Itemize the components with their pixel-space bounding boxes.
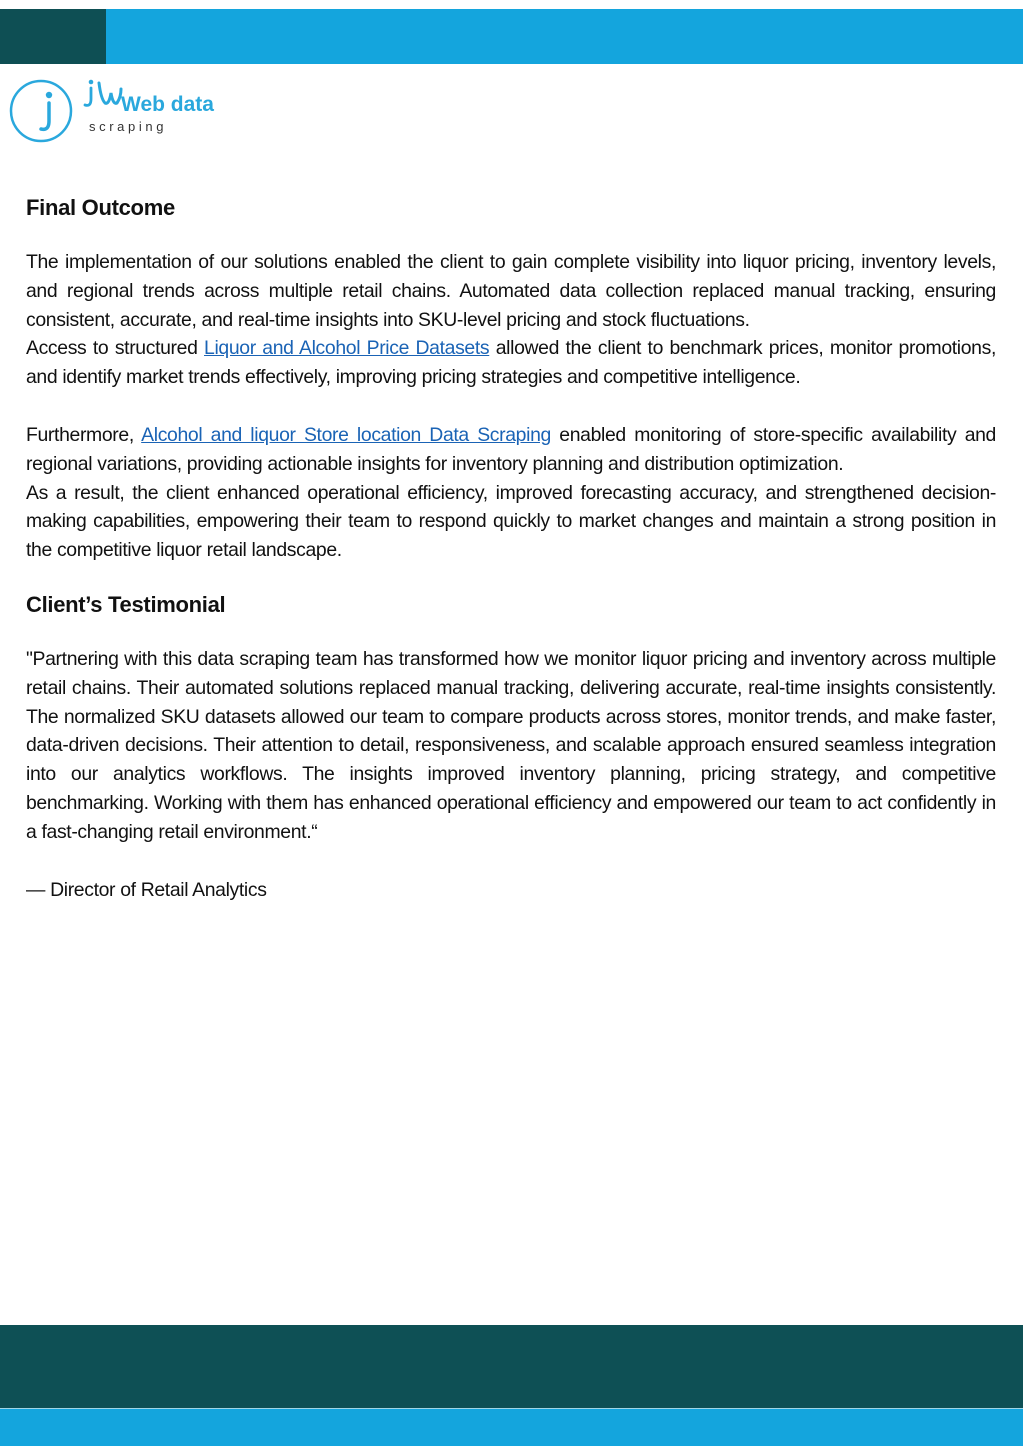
final-outcome-paragraph-1: The implementation of our solutions enabled the client to gain complete visibility into liquor pricing, inventory levels, and regional trends across multiple retail chains. Automated data collection replaced manual tracking, ensuring consistent, accurate, and real-time insights into SKU-level pricing and stock fluctuations. bbox=[26, 251, 996, 331]
svg-text:Web data: Web data bbox=[121, 93, 214, 116]
paragraph-text: Access to structured bbox=[26, 337, 205, 360]
testimonial-heading: Client’s Testimonial bbox=[26, 591, 226, 617]
final-outcome-paragraph-3 bbox=[26, 421, 996, 479]
paragraph-text: enabled monitoring of store-specific availability and regional variations, providing actionable insights for inventory planning and distribution optimization. bbox=[26, 423, 996, 475]
paragraph-text: Furthermore, bbox=[26, 423, 142, 446]
company-logo bbox=[9, 77, 229, 147]
testimonial-quote: "Partnering with this data scraping team has transformed how we monitor liquor pricing and inventory across multiple retail chains. Their automated solutions replaced manual tracking, delivering accurate, real-time insights consistently. The normalized SKU datasets allowed our team to compare products across stores, monitor trends, and make faster, data-driven decisions. Their attention to detail, responsiveness, and scalable approach ensured seamless integration into our analytics workflows. The insights improved inventory planning, pricing strategy, and competitive benchmarking. Working with them has enhanced operational efficiency and empowered our team to act confidently in a fast-changing retail environment.“ bbox=[26, 647, 996, 843]
header-bar-blue-block bbox=[106, 9, 1023, 64]
main-content bbox=[26, 190, 996, 904]
testimonial-attribution: — Director of Retail Analytics bbox=[26, 878, 267, 901]
header-bar-dark-block bbox=[0, 9, 106, 64]
header-color-bar bbox=[0, 9, 1023, 64]
logo-mark-icon bbox=[9, 77, 229, 147]
liquor-price-datasets-link[interactable]: Liquor and Alcohol Price Datasets bbox=[204, 337, 490, 360]
final-outcome-paragraph-4: As a result, the client enhanced operational efficiency, improved forecasting accuracy, and strengthened decision-making capabilities, empowering their team to respond quickly to market changes and maintain a strong position in the competitive liquor retail landscape. bbox=[26, 481, 996, 562]
final-outcome-paragraph-2 bbox=[26, 334, 996, 392]
footer-blue-band bbox=[0, 1409, 1023, 1446]
final-outcome-heading: Final Outcome bbox=[26, 195, 175, 220]
footer-dark-band bbox=[0, 1325, 1023, 1408]
paragraph-text: allowed the client to benchmark prices, monitor promotions, and identify market trends effectively, improving pricing strategies and competitive intelligence. bbox=[26, 337, 996, 389]
svg-text:s c r a p i n g: s c r a p i n g bbox=[89, 119, 164, 134]
store-location-scraping-link[interactable]: Alcohol and liquor Store location Data Scraping bbox=[141, 423, 551, 446]
